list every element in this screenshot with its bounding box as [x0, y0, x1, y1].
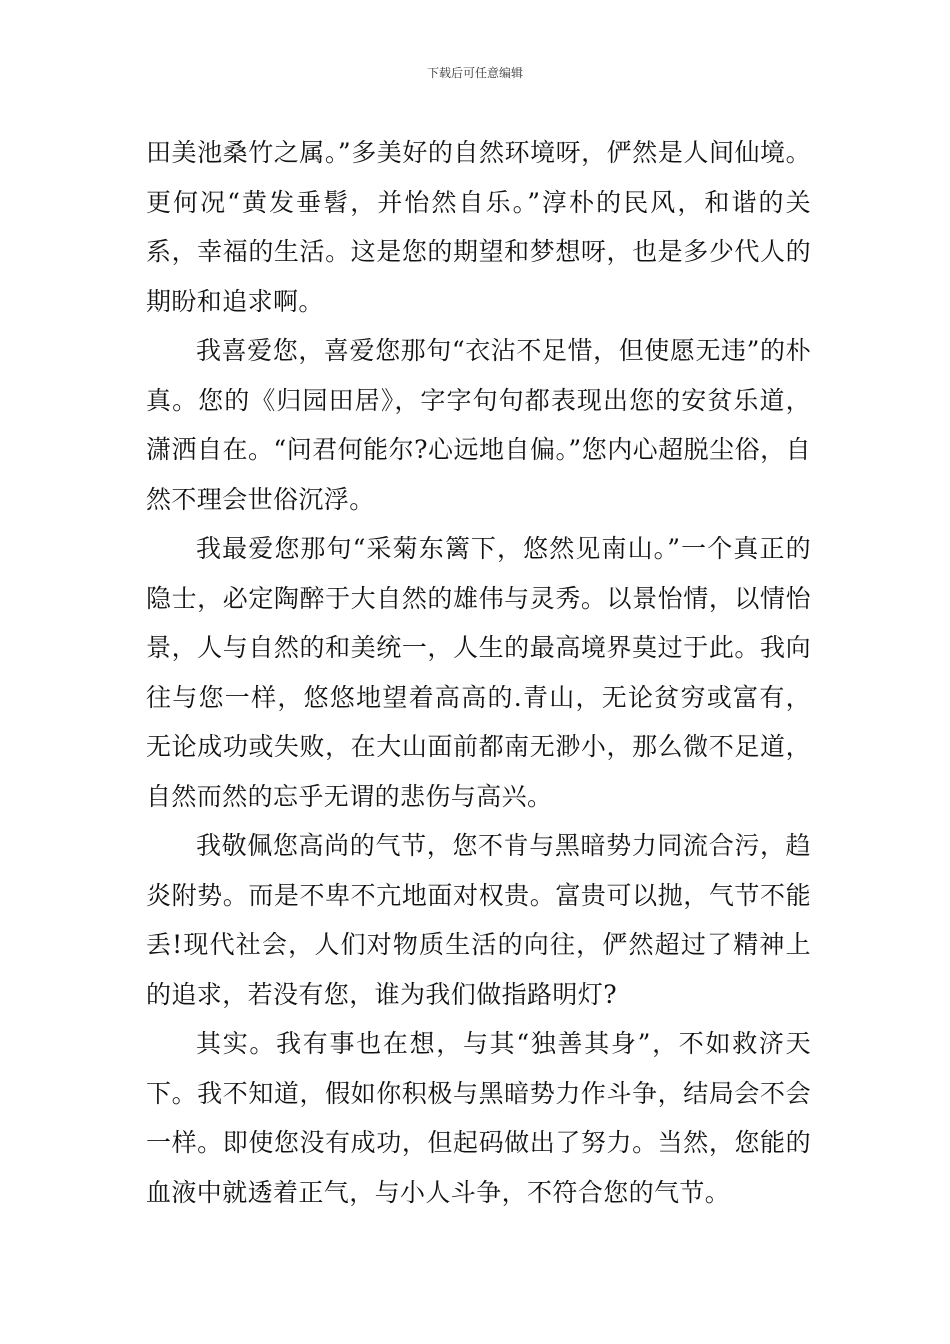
paragraph-3: 我最爱您那句“采菊东篱下，悠然见南山。”一个真正的隐士，必定陶醉于大自然的雄伟与灵秀。以景怡情，以情怡景，人与自然的和美统一，人生的最高境界莫过于此。我向往与您一样，悠悠地望着高高的.青山，无论贫穷或富有，无论成功或失败，在大山面前都南无渺小，那么微不足道，自然而然的忘乎无谓的悲伤与高兴。 [146, 534, 811, 811]
paragraph-5: 其实。我有事也在想，与其“独善其身”，不如救济天下。我不知道，假如你积极与黑暗势力作斗争，结局会不会一样。即使您没有成功，但起码做出了努力。当然，您能的血液中就透着正气，与小人斗争，不符合您的气节。 [146, 1029, 811, 1207]
document-body [146, 128, 811, 1217]
paragraph-4: 我敬佩您高尚的气节，您不肯与黑暗势力同流合污，趋炎附势。而是不卑不亢地面对权贵。富贵可以抛，气节不能丢!现代社会，人们对物质生活的向往，俨然超过了精神上的追求，若没有您，谁为我们做指路明灯? [146, 831, 811, 1009]
page-header: 下载后可任意编辑 [426, 66, 523, 80]
paragraph-2: 我喜爱您，喜爱您那句“衣沾不足惜，但使愿无违”的朴真。您的《归园田居》，字字句句都表现出您的安贫乐道，潇洒自在。“问君何能尔?心远地自偏。”您内心超脱尘俗，自然不理会世俗沉浮。 [146, 336, 811, 514]
paragraph-1: 田美池桑竹之属。”多美好的自然环境呀，俨然是人间仙境。更何况“黄发垂髫，并怡然自乐。”淳朴的民风，和谐的关系，幸福的生活。这是您的期望和梦想呀，也是多少代人的期盼和追求啊。 [146, 138, 811, 316]
